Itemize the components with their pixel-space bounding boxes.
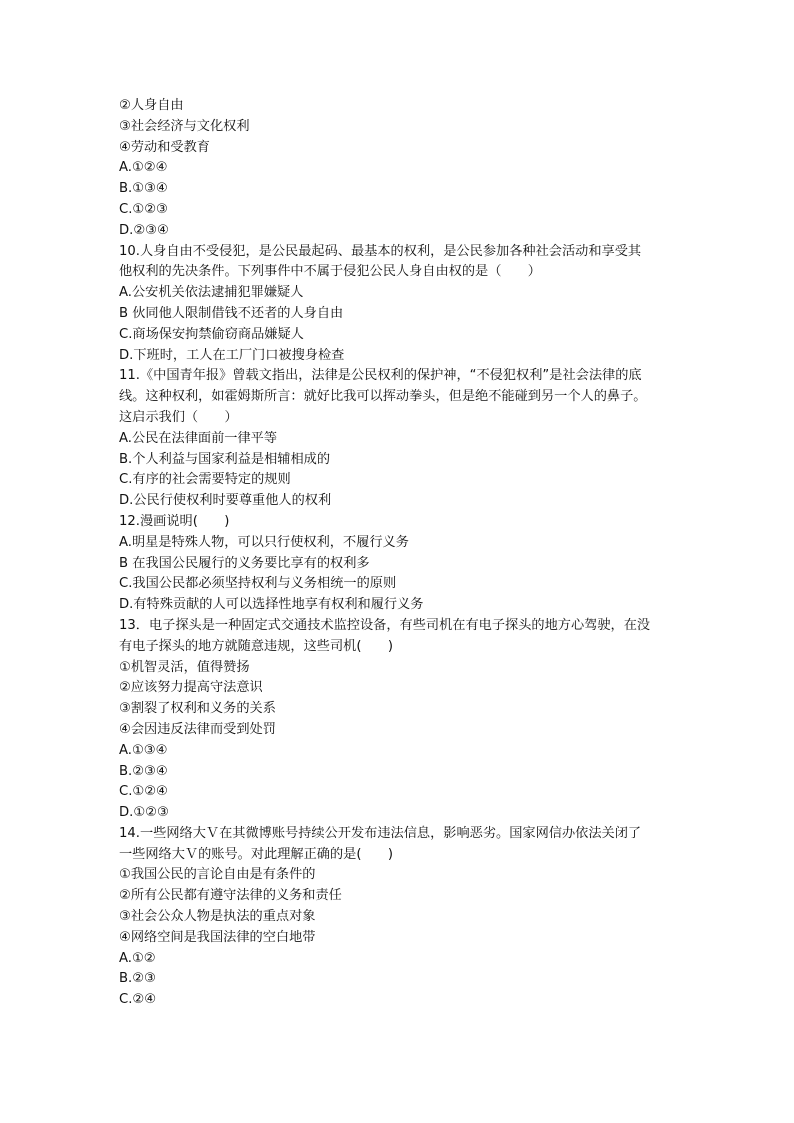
answer-option: B 在我国公民履行的义务要比享有的权利多 (119, 555, 370, 571)
answer-option: D.有特殊贡献的人可以选择性地享有权利和履行义务 (119, 597, 424, 613)
statement-item: ②应该努力提高守法意识 (119, 680, 263, 696)
statement-item: ②所有公民都有遵守法律的义务和责任 (119, 888, 342, 904)
question-text-block (119, 96, 689, 1011)
answer-option: B.①③④ (119, 181, 168, 197)
statement-item: ④网络空间是我国法律的空白地带 (119, 929, 316, 945)
answer-option: A.公安机关依法逮捕犯罪嫌疑人 (119, 285, 304, 301)
answer-option: C.①②④ (119, 784, 168, 800)
question-12: 12.漫画说明( ) (119, 513, 230, 529)
statement-item: ③社会公众人物是执法的重点对象 (119, 909, 316, 925)
answer-option: C.有序的社会需要特定的规则 (119, 472, 291, 488)
answer-option: C.②④ (119, 992, 157, 1008)
question-14-line-2: 一些网络大Ｖ的账号。对此理解正确的是( ) (119, 846, 394, 862)
question-11-line-1: 11.《中国青年报》曾载文指出，法律是公民权利的保护神，“不侵犯权利”是社会法律的底 (119, 368, 642, 384)
answer-option: D.①②③ (119, 805, 169, 821)
question-13-line-1: 13．电子探头是一种固定式交通技术监控设备，有些司机在有电子探头的地方心驾驶，在没 (119, 617, 651, 633)
question-10-line-2: 他权利的先决条件。下列事件中不属于侵犯公民人身自由权的是（ ） (119, 264, 541, 280)
answer-option: D.公民行使权利时要尊重他人的权利 (119, 493, 332, 509)
statement-item: ③割裂了权利和义务的关系 (119, 701, 276, 717)
answer-option: A.公民在法律面前一律平等 (119, 430, 278, 446)
answer-option: D.②③④ (119, 222, 169, 238)
question-11-line-2: 线。这种权利，如霍姆斯所言：就好比我可以挥动拳头，但是绝不能碰到另一个人的鼻子。 (119, 389, 647, 405)
text-line: ②人身自由 (119, 98, 184, 113)
answer-option: C.我国公民都必须坚持权利与义务相统一的原则 (119, 576, 397, 592)
answer-option: A.①② (119, 950, 156, 966)
statement-item: ①我国公民的言论自由是有条件的 (119, 867, 316, 883)
text-line: ④劳动和受教育 (119, 139, 210, 155)
statement-item: ①机智灵活，值得赞扬 (119, 659, 250, 675)
answer-option: A.明星是特殊人物，可以只行使权利，不履行义务 (119, 534, 409, 550)
answer-option: B.②③④ (119, 763, 168, 779)
answer-option: B 伙同他人限制借钱不还者的人身自由 (119, 305, 344, 321)
question-10-line-1: 10.人身自由不受侵犯，是公民最起码、最基本的权利，是公民参加各种社会活动和享受其 (119, 243, 642, 259)
answer-option: A.①③④ (119, 742, 168, 758)
question-11-line-3: 这启示我们（ ） (119, 409, 238, 425)
text-line: ③社会经济与文化权利 (119, 118, 250, 134)
statement-item: ④会因违反法律而受到处罚 (119, 721, 276, 737)
answer-option: C.商场保安拘禁偷窃商品嫌疑人 (119, 326, 304, 342)
question-14-line-1: 14.一些网络大Ｖ在其微博账号持续公开发布违法信息，影响恶劣。国家网信办依法关闭了 (119, 825, 642, 841)
answer-option: A.①②④ (119, 160, 168, 176)
answer-option: B.个人利益与国家利益是相辅相成的 (119, 451, 331, 467)
answer-option: B.②③ (119, 971, 156, 987)
question-13-line-2: 有电子探头的地方就随意违规，这些司机( ) (119, 638, 394, 654)
answer-option: D.下班时，工人在工厂门口被搜身检查 (119, 347, 345, 363)
answer-option: C.①②③ (119, 201, 168, 217)
